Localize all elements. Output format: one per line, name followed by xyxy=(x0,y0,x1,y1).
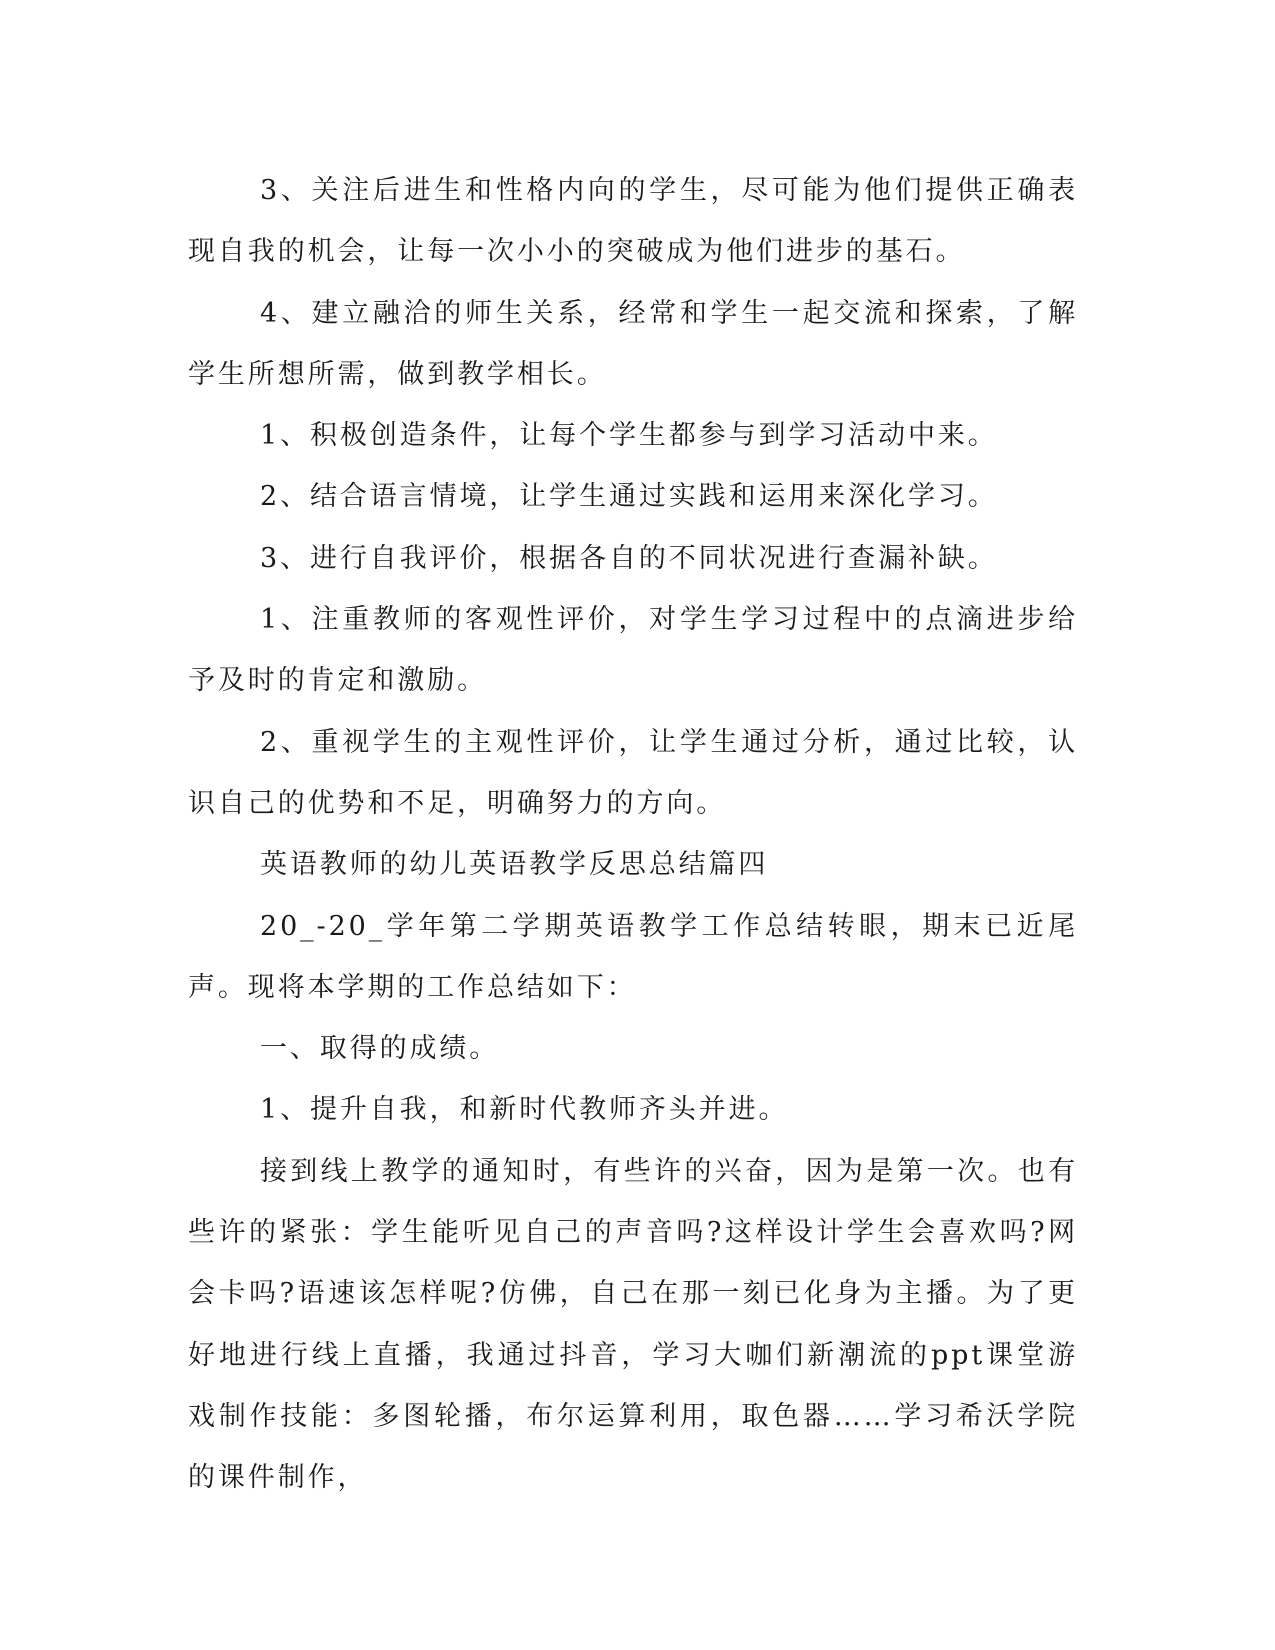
section-heading: 英语教师的幼儿英语教学反思总结篇四 xyxy=(260,849,769,881)
document-body xyxy=(188,160,1078,1509)
paragraph: 1、提升自我，和新时代教师齐头并进。 xyxy=(260,1094,789,1126)
paragraph: 1、注重教师的客观性评价，对学生学习过程中的点滴进步给予及时的肯定和激励。 xyxy=(188,604,1078,697)
paragraph: 20_-20_学年第二学期英语教学工作总结转眼，期末已近尾声。现将本学期的工作总结如下： xyxy=(188,910,1078,1003)
paragraph: 3、关注后进生和性格内向的学生，尽可能为他们提供正确表现自我的机会，让每一次小小的突破成为他们进步的基石。 xyxy=(188,175,1078,268)
paragraph: 3、进行自我评价，根据各自的不同状况进行查漏补缺。 xyxy=(260,542,998,574)
paragraph: 接到线上教学的通知时，有些许的兴奋，因为是第一次。也有些许的紧张：学生能听见自己的声音吗?这样设计学生会喜欢吗?网会卡吗?语速该怎样呢?仿佛，自己在那一刻已化身为主播。为了更好地进行线上直播，我通过抖音，学习大咖们新潮流的ppt课堂游戏制作技能：多图轮播，布尔运算利用，取色器……学习希沃学院的课件制作， xyxy=(188,1155,1078,1494)
paragraph: 1、积极创造条件，让每个学生都参与到学习活动中来。 xyxy=(260,420,998,452)
subsection-heading: 一、取得的成绩。 xyxy=(260,1033,500,1065)
paragraph: 2、重视学生的主观性评价，让学生通过分析，通过比较，认识自己的优势和不足，明确努力的方向。 xyxy=(188,726,1078,819)
paragraph: 4、建立融洽的师生关系，经常和学生一起交流和探索，了解学生所想所需，做到教学相长。 xyxy=(188,297,1078,390)
paragraph: 2、结合语言情境，让学生通过实践和运用来深化学习。 xyxy=(260,481,998,513)
